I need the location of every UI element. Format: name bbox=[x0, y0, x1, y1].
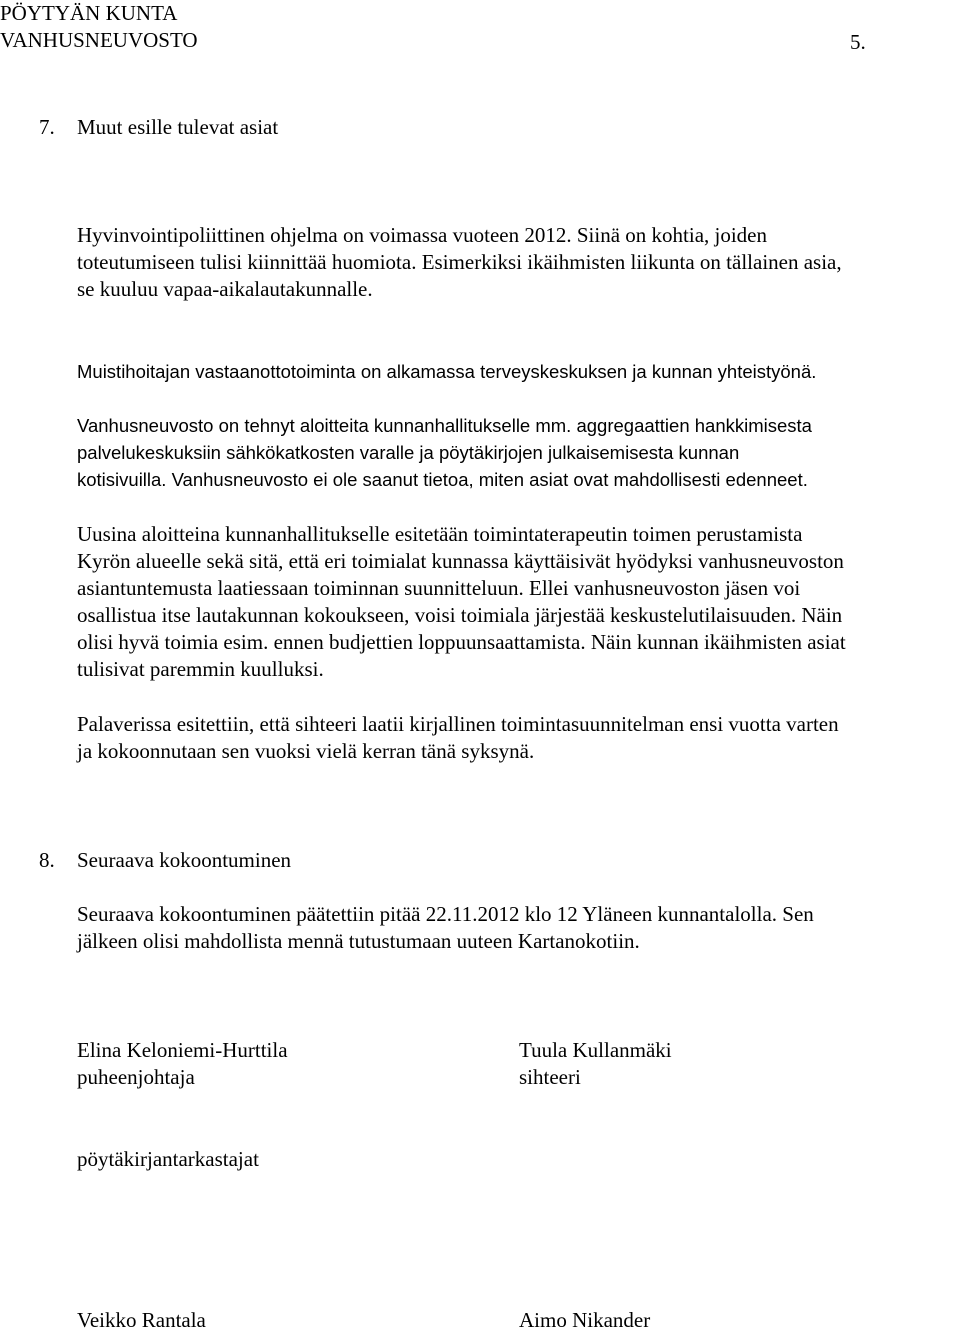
section-8-number: 8. bbox=[39, 848, 55, 872]
section-8-paragraph bbox=[77, 901, 947, 955]
page-number: 5. bbox=[850, 30, 866, 54]
reviewer-1-name: Veikko Rantala bbox=[77, 1308, 206, 1332]
reviewers-label: pöytäkirjantarkastajat bbox=[77, 1147, 259, 1171]
text-line: palvelukeskuksiin sähkökatkosten varalle ja pöytäkirjojen julkaisemisesta kunnan bbox=[77, 442, 740, 463]
header-body: VANHUSNEUVOSTO bbox=[0, 28, 198, 52]
text-line: asiantuntemusta laatiessaan toiminnan suunnitteluun. Ellei vanhusneuvoston jäsen voi bbox=[77, 576, 801, 600]
text-line: toteutumiseen tulisi kiinnittää huomiota. Esimerkiksi ikäihmisten liikunta on tällainen asia, bbox=[77, 250, 842, 274]
chair-name: Elina Keloniemi-Hurttila bbox=[77, 1038, 288, 1062]
text-line: Seuraava kokoontuminen päätettiin pitää 22.11.2012 klo 12 Yläneen kunnantalolla. Sen bbox=[77, 902, 814, 926]
section-7-paragraph-4 bbox=[77, 521, 947, 683]
reviewer-2-name: Aimo Nikander bbox=[519, 1308, 651, 1332]
text-line: Uusina aloitteina kunnanhallitukselle esitetään toimintaterapeutin toimen perustamista bbox=[77, 522, 803, 546]
section-7-title: Muut esille tulevat asiat bbox=[77, 115, 279, 139]
secretary-name: Tuula Kullanmäki bbox=[519, 1038, 672, 1062]
section-7-paragraph-5 bbox=[77, 711, 947, 765]
chair-role: puheenjohtaja bbox=[77, 1065, 195, 1089]
text-line: Vanhusneuvosto on tehnyt aloitteita kunnanhallitukselle mm. aggregaattien hankkimisesta bbox=[77, 415, 812, 436]
text-line: kotisivuilla. Vanhusneuvosto ei ole saanut tietoa, miten asiat ovat mahdollisesti edenneet. bbox=[77, 469, 808, 490]
text-line: Palaverissa esitettiin, että sihteeri laatii kirjallinen toimintasuunnitelman ensi vuotta varten bbox=[77, 712, 839, 736]
text-line: se kuuluu vapaa-aikalautakunnalle. bbox=[77, 277, 373, 301]
text-line: tulisivat paremmin kuulluksi. bbox=[77, 657, 324, 681]
text-line: Hyvinvointipoliittinen ohjelma on voimassa vuoteen 2012. Siinä on kohtia, joiden bbox=[77, 223, 768, 247]
section-8-title: Seuraava kokoontuminen bbox=[77, 848, 292, 872]
text-line: jälkeen olisi mahdollista mennä tutustumaan uuteen Kartanokotiin. bbox=[77, 929, 640, 953]
text-line: osallistua itse lautakunnan kokoukseen, voisi toimiala järjestää keskustelutilaisuuden. Näin bbox=[77, 603, 843, 627]
text-line: ja kokoonnutaan sen vuoksi vielä kerran tänä syksynä. bbox=[77, 739, 535, 763]
text-line: olisi hyvä toimia esim. ennen budjettien loppuunsaattamista. Näin kunnan ikäihmisten asiat bbox=[77, 630, 846, 654]
section-7-paragraph-3 bbox=[77, 412, 947, 493]
secretary-role: sihteeri bbox=[519, 1065, 581, 1089]
section-7-paragraph-2 bbox=[77, 358, 947, 385]
section-7-paragraph-1 bbox=[77, 222, 947, 303]
text-line: Kyrön alueelle sekä sitä, että eri toimialat kunnassa käyttäisivät hyödyksi vanhusneuvoston bbox=[77, 549, 844, 573]
text-line: Muistihoitajan vastaanottotoiminta on alkamassa terveyskeskuksen ja kunnan yhteistyönä. bbox=[77, 361, 817, 382]
header-org: PÖYTYÄN KUNTA bbox=[0, 1, 178, 25]
section-7-number: 7. bbox=[39, 115, 55, 139]
